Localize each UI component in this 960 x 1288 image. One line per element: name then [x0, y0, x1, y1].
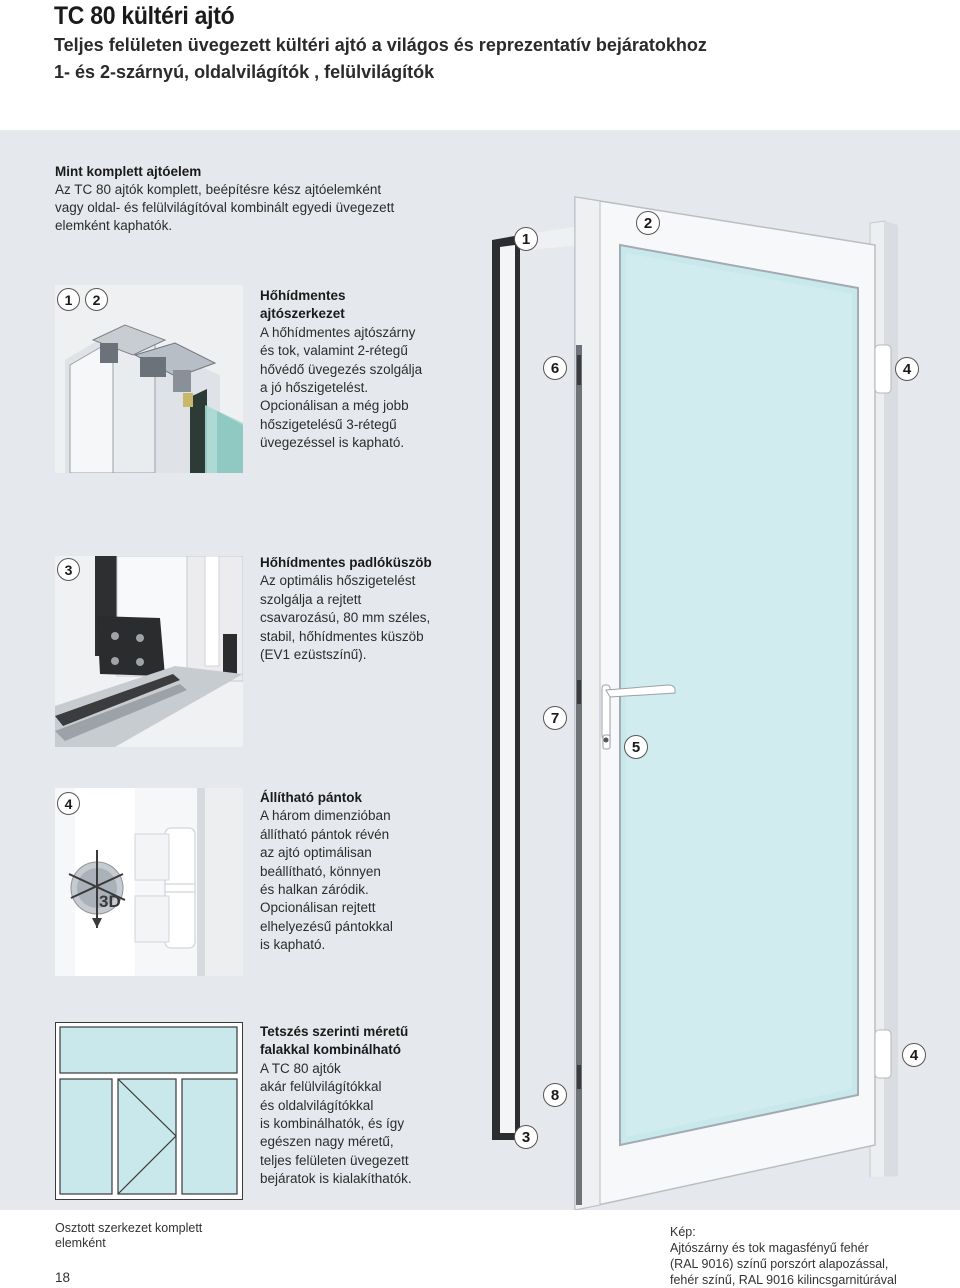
block-line: egészen nagy méretű,: [260, 1134, 394, 1150]
block-hinges: [260, 789, 475, 955]
caption-line: Kép:: [670, 1225, 696, 1239]
block-line: Opcionálisan rejtett: [260, 900, 376, 916]
badge-4: 4: [57, 792, 80, 815]
door-badge-2: 2: [636, 211, 660, 235]
block-line: teljes felületen üvegezett: [260, 1152, 409, 1168]
threshold-illustration: [55, 556, 243, 747]
hinge-illustration: [55, 788, 243, 976]
block-line: Az optimális hőszigetelést: [260, 573, 416, 589]
block-line: is kombinálhatók, és így: [260, 1116, 405, 1132]
intro-line: vagy oldal- és felülvilágítóval kombinált egyedi üvegezett: [55, 200, 395, 215]
door-badge-1: 1: [514, 227, 538, 251]
door-illustration: [480, 185, 960, 1210]
3d-label: 3D: [99, 892, 121, 911]
page-subtitle-variants: 1- és 2-szárnyú, oldalvilágítók , felülvilágítók: [54, 62, 435, 82]
intro-heading: Mint komplett ajtóelem: [55, 164, 202, 179]
window-combination-diagram: [55, 1022, 243, 1200]
page-subtitle: Teljes felületen üvegezett kültéri ajtó a világos és reprezentatív bejáratokhoz: [54, 35, 707, 55]
block-line: az ajtó optimálisan: [260, 845, 372, 861]
block-line: a jó hőszigetelést.: [260, 380, 369, 396]
badge-1: 1: [57, 288, 80, 311]
page-header: [0, 0, 960, 130]
block-title: ajtószerkezet: [260, 306, 345, 322]
block-line: szolgálja a rejtett: [260, 591, 362, 607]
block-title: falakkal kombinálható: [260, 1042, 402, 1058]
intro-line: Az TC 80 ajtók komplett, beépítésre kész ajtóelemként: [55, 182, 382, 197]
block-threshold: [260, 554, 485, 664]
door-badge-5: 5: [624, 735, 648, 759]
block-line: stabil, hőhídmentes küszöb: [260, 628, 424, 644]
block-combination: [260, 1023, 480, 1189]
block-line: A hőhídmentes ajtószárny: [260, 324, 416, 340]
block-title: Hőhídmentes padlóküszöb: [260, 555, 432, 570]
page-number: 18: [55, 1270, 71, 1285]
block-line: beállítható, könnyen: [260, 863, 381, 879]
caption-line: elemként: [55, 1236, 106, 1250]
block-line: és tok, valamint 2-rétegű: [260, 343, 408, 359]
badge-2: 2: [85, 288, 108, 311]
intro-text: [55, 163, 445, 235]
block-line: hőszigetelésű 3-rétegű: [260, 416, 397, 432]
caption-line: Ajtószárny és tok magasfényű fehér: [670, 1241, 869, 1255]
window-diagram-svg: [56, 1023, 241, 1198]
block-title: Tetszés szerinti méretű: [260, 1024, 409, 1039]
caption-line: Osztott szerkezet komplett: [55, 1221, 203, 1235]
block-title: Hőhídmentes: [260, 288, 346, 303]
caption-line: fehér színű, RAL 9016 kilincsgarnitúrával: [670, 1273, 897, 1287]
door-badge-8: 8: [543, 1083, 567, 1107]
block-line: akár felülvilágítókkal: [260, 1079, 382, 1095]
block-line: hővédő üvegezés szolgálja: [260, 361, 423, 377]
block-line: és halkan záródik.: [260, 882, 369, 898]
block-title: Állítható pántok: [260, 790, 362, 805]
door-svg: [480, 185, 960, 1210]
door-badge-4-lower: 4: [902, 1043, 926, 1067]
hinge-photo: [55, 788, 243, 976]
block-line: elhelyezésű pántokkal: [260, 918, 393, 934]
door-profile-photo: [55, 285, 243, 473]
profile-cross-section-illustration: [55, 285, 243, 473]
door-badge-6: 6: [543, 356, 567, 380]
badge-3: 3: [57, 558, 80, 581]
block-line: (EV1 ezüstszínű).: [260, 647, 367, 663]
intro-line: elemként kaphatók.: [55, 218, 173, 233]
door-badge-4: 4: [895, 357, 919, 381]
threshold-photo: [55, 556, 243, 747]
block-door-structure: [260, 287, 475, 453]
block-line: A három dimenzióban: [260, 808, 391, 824]
image-caption: [670, 1224, 940, 1288]
block-line: állítható pántok révén: [260, 826, 390, 842]
door-badge-3: 3: [514, 1125, 538, 1149]
door-badge-7: 7: [543, 706, 567, 730]
block-line: is kapható.: [260, 937, 326, 953]
block-line: bejáratok is kialakíthatók.: [260, 1171, 412, 1187]
block-line: Opcionálisan a még jobb: [260, 398, 409, 414]
diagram-caption: [55, 1221, 235, 1251]
block-line: és oldalvilágítókkal: [260, 1097, 374, 1113]
block-line: csavarozású, 80 mm széles,: [260, 610, 431, 626]
block-line: üvegezéssel is kapható.: [260, 435, 405, 451]
block-line: A TC 80 ajtók: [260, 1060, 341, 1076]
page-title: TC 80 kültéri ajtó: [54, 2, 235, 30]
caption-line: (RAL 9016) színű porszórt alapozással,: [670, 1257, 889, 1271]
